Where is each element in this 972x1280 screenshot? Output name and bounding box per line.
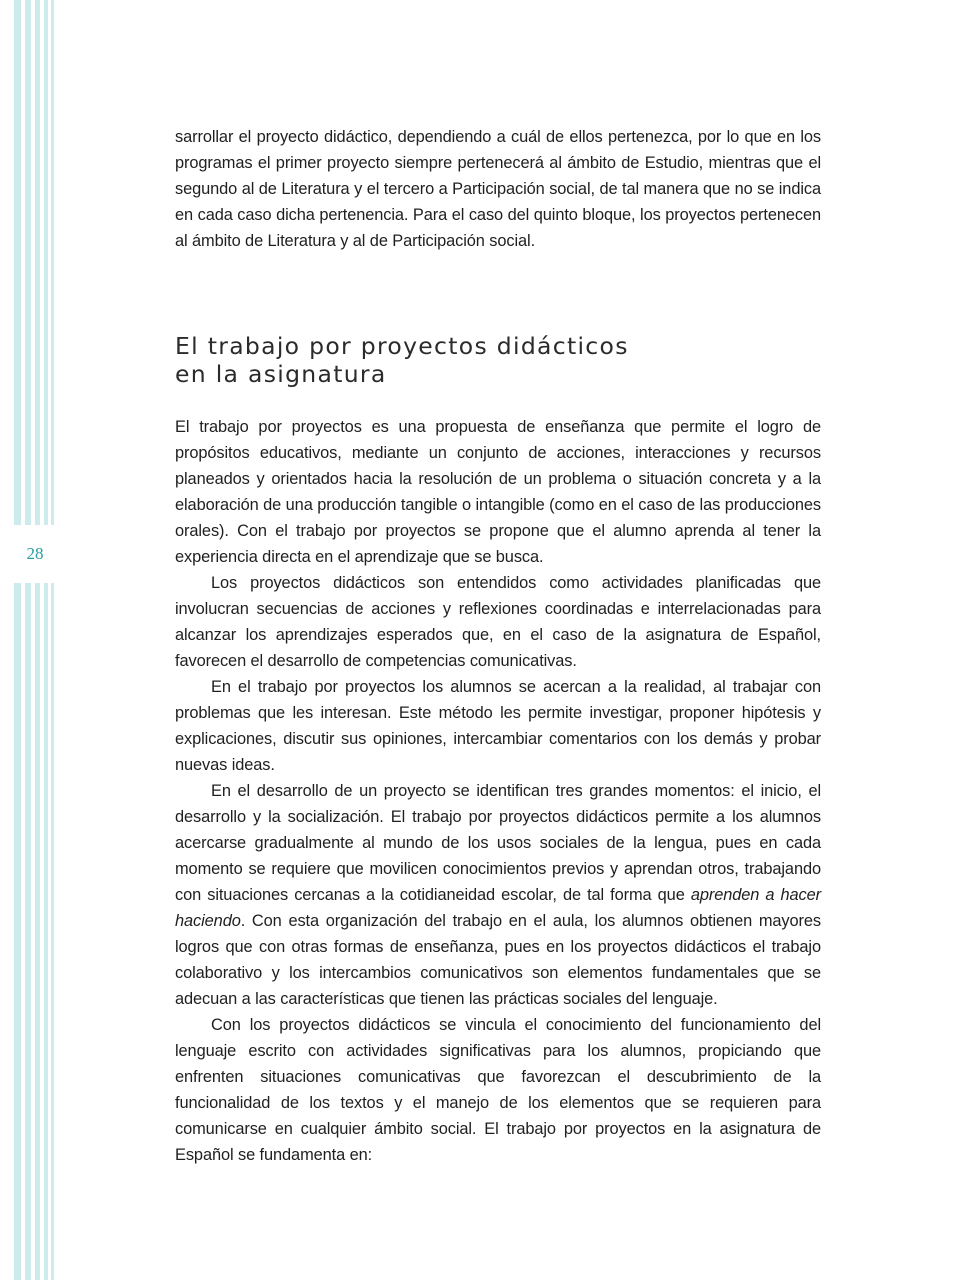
paragraph-2: Los proyectos didácticos son entendidos como actividades planificadas que involucran secuencias de acciones y reflexiones coordinadas e interrelacionadas para alcanzar los aprendizajes esperados que, en el caso de la asignatura de Español, favorecen el desarrollo de competencias comunicativas.	[175, 574, 821, 670]
stripe	[44, 0, 48, 1280]
paragraph-1: El trabajo por proyectos es una propuesta de enseñanza que permite el logro de propósitos educativos, mediante un conjunto de acciones, interacciones y recursos planeados y orientados hacia la resolución de un problema o situación concreta y a la elaboración de una producción tangible o intangible (como en el caso de las producciones orales). Con el trabajo por proyectos se propone que el alumno aprenda al tener la experiencia directa en el aprendizaje que se busca.	[175, 418, 821, 566]
paragraph-5: Con los proyectos didácticos se vincula el conocimiento del funcionamiento del lenguaje escrito con actividades significativas para los alumnos, propiciando que enfrenten situaciones comunicativas que favorezcan el descubrimiento de la funcionalidad de los textos y el manejo de los elementos que se requieren para comunicarse en cualquier ámbito social. El trabajo por proyectos en la asignatura de Español se fundamenta en:	[175, 1016, 821, 1164]
paragraph-4-emphasis: aprenden a hacer haciendo	[175, 886, 821, 930]
section-title-line-1: El trabajo por proyectos didácticos	[175, 332, 629, 360]
stripe	[35, 0, 40, 1280]
stripe	[14, 0, 21, 1280]
stripe	[25, 0, 31, 1280]
section-title	[175, 332, 821, 388]
page-content	[175, 124, 821, 1168]
paragraph-4-start: En el desarrollo de un proyecto se identifican tres grandes momentos: el inicio, el desarrollo y la socialización. El trabajo por proyectos didácticos permite a los alumnos acercarse gradualmente al mundo de los usos sociales de la lengua, pues en cada momento se requiere que movilicen conocimientos previos y aprendan otros, trabajando con situaciones cercanas a la cotidianeidad escolar, de tal forma que	[175, 782, 821, 904]
page-number: 28	[26, 544, 44, 563]
intro-paragraph: sarrollar el proyecto didáctico, dependiendo a cuál de ellos pertenezca, por lo que en los programas el primer proyecto siempre pertenecerá al ámbito de Estudio, mientras que el segundo al de Literatura y el tercero a Participación social, de tal manera que no se indica en cada caso dicha pertenencia. Para el caso del quinto bloque, los proyectos pertenecen al ámbito de Literatura y al de Participación social.	[175, 128, 821, 250]
paragraph-4-end: . Con esta organización del trabajo en el aula, los alumnos obtienen mayores logros que con otras formas de enseñanza, pues en los proyectos didácticos el trabajo colaborativo y los intercambios comunicativos son elementos fundamentales que se adecuan a las características que tienen las prácticas sociales del lenguaje.	[175, 912, 821, 1008]
paragraph-3: En el trabajo por proyectos los alumnos se acercan a la realidad, al trabajar con problemas que les interesan. Este método les permite investigar, proponer hipótesis y explicaciones, discutir sus opiniones, intercambiar comentarios con los demás y probar nuevas ideas.	[175, 678, 821, 774]
left-margin-stripes	[0, 0, 70, 1280]
paragraph-4	[175, 778, 821, 1012]
stripe	[51, 0, 54, 1280]
section-title-line-2: en la asignatura	[175, 360, 387, 388]
